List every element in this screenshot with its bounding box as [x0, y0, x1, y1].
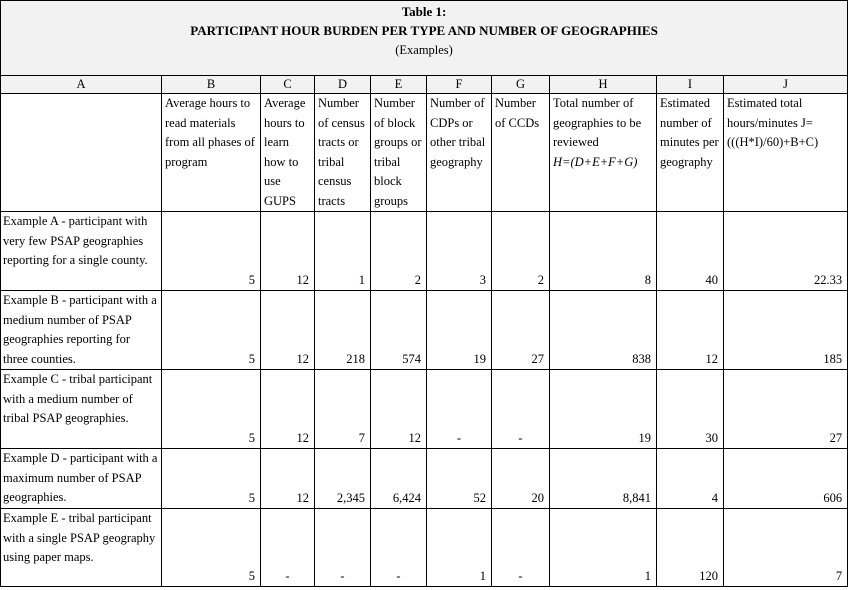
cell-d: 218 — [315, 291, 371, 370]
row-label: Example E - tribal participant with a single PSAP geography using paper maps. — [1, 509, 162, 587]
cell-h: 838 — [550, 291, 657, 370]
cell-f: 1 — [427, 509, 492, 587]
cell-h: 19 — [550, 370, 657, 449]
table-row — [1, 370, 848, 449]
column-letter: G — [492, 76, 550, 94]
cell-b: 5 — [162, 509, 261, 587]
row-label: Example D - participant with a maximum number of PSAP geographies. — [1, 449, 162, 509]
cell-j: 27 — [724, 370, 848, 449]
title-line-1: Table 1: — [401, 4, 447, 19]
cell-g: 27 — [492, 291, 550, 370]
cell-i: 4 — [657, 449, 724, 509]
cell-i: 40 — [657, 212, 724, 291]
cell-b: 5 — [162, 449, 261, 509]
cell-i: 12 — [657, 291, 724, 370]
cell-e: 12 — [371, 370, 427, 449]
column-letter: H — [550, 76, 657, 94]
cell-g: - — [492, 509, 550, 587]
table-title — [1, 1, 848, 76]
column-letter: A — [1, 76, 162, 94]
cell-b: 5 — [162, 370, 261, 449]
cell-h: 8 — [550, 212, 657, 291]
cell-h: 1 — [550, 509, 657, 587]
column-header-h — [550, 94, 657, 212]
column-header-b: Average hours to read materials from all phases of program — [162, 94, 261, 212]
title-line-2: PARTICIPANT HOUR BURDEN PER TYPE AND NUMBER OF GEOGRAPHIES — [190, 23, 658, 38]
cell-f: 52 — [427, 449, 492, 509]
column-header-a — [1, 94, 162, 212]
cell-e: 574 — [371, 291, 427, 370]
cell-e: 2 — [371, 212, 427, 291]
column-header-j: Estimated total hours/minutes J=(((H*I)/60)+B+C) — [724, 94, 848, 212]
column-letter: J — [724, 76, 848, 94]
cell-i: 30 — [657, 370, 724, 449]
cell-c: 12 — [261, 449, 315, 509]
column-header-h-formula: H=(D+E+F+G) — [553, 154, 638, 169]
column-header-row — [1, 94, 848, 212]
table-row — [1, 291, 848, 370]
table-row — [1, 449, 848, 509]
cell-c: - — [261, 509, 315, 587]
cell-b: 5 — [162, 291, 261, 370]
cell-b: 5 — [162, 212, 261, 291]
cell-j: 7 — [724, 509, 848, 587]
column-letter: E — [371, 76, 427, 94]
cell-j: 22.33 — [724, 212, 848, 291]
column-header-e: Number of block groups or tribal block groups — [371, 94, 427, 212]
cell-f: 3 — [427, 212, 492, 291]
column-letter: D — [315, 76, 371, 94]
cell-e: 6,424 — [371, 449, 427, 509]
cell-d: 2,345 — [315, 449, 371, 509]
cell-e: - — [371, 509, 427, 587]
column-letter: F — [427, 76, 492, 94]
cell-f: 19 — [427, 291, 492, 370]
cell-g: 20 — [492, 449, 550, 509]
table-row — [1, 509, 848, 587]
cell-i: 120 — [657, 509, 724, 587]
cell-g: 2 — [492, 212, 550, 291]
cell-g: - — [492, 370, 550, 449]
cell-j: 185 — [724, 291, 848, 370]
column-letter: I — [657, 76, 724, 94]
table-row — [1, 212, 848, 291]
column-letter-row — [1, 76, 848, 94]
title-row — [1, 1, 848, 76]
column-header-g: Number of CCDs — [492, 94, 550, 212]
cell-c: 12 — [261, 370, 315, 449]
column-header-c: Average hours to learn how to use GUPS — [261, 94, 315, 212]
cell-d: 1 — [315, 212, 371, 291]
column-header-f: Number of CDPs or other tribal geography — [427, 94, 492, 212]
cell-h: 8,841 — [550, 449, 657, 509]
title-line-3: (Examples) — [395, 43, 453, 57]
column-header-h-text: Total number of geographies to be reviewed — [553, 96, 642, 149]
row-label: Example A - participant with very few PSAP geographies reporting for a single county. — [1, 212, 162, 291]
row-label: Example B - participant with a medium number of PSAP geographies reporting for three counties. — [1, 291, 162, 370]
column-letter: C — [261, 76, 315, 94]
cell-d: 7 — [315, 370, 371, 449]
row-label: Example C - tribal participant with a medium number of tribal PSAP geographies. — [1, 370, 162, 449]
column-header-d: Number of census tracts or tribal census tracts — [315, 94, 371, 212]
cell-c: 12 — [261, 291, 315, 370]
column-letter: B — [162, 76, 261, 94]
cell-f: - — [427, 370, 492, 449]
cell-d: - — [315, 509, 371, 587]
column-header-i: Estimated number of minutes per geography — [657, 94, 724, 212]
cell-c: 12 — [261, 212, 315, 291]
cell-j: 606 — [724, 449, 848, 509]
